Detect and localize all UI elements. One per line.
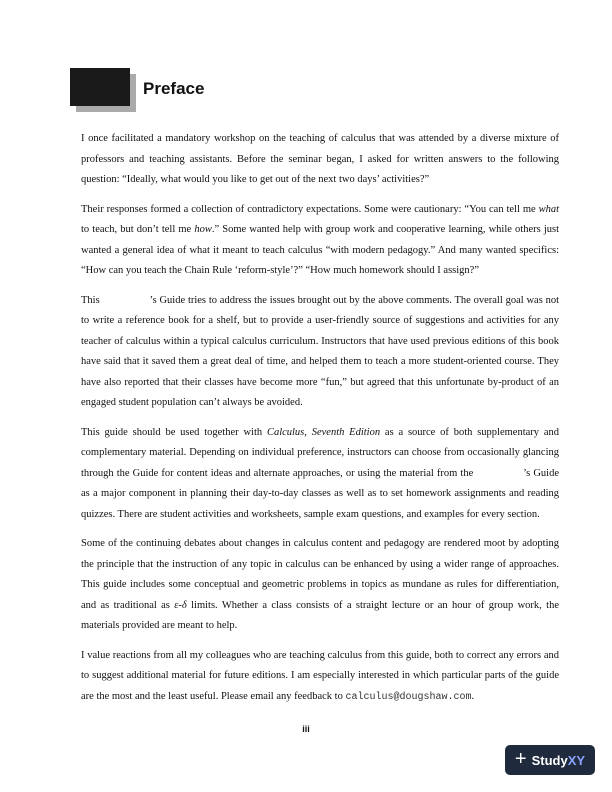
- paragraph-5: [81, 534, 559, 637]
- emphasis-what: what: [538, 203, 559, 215]
- paragraph-2-text-e: .” Some wanted help with group work and cooperative learning, while others just wanted a general idea of what it meant to teach calculus “with modern pedagogy.” And many wanted specifics: “How can you teach the Chain Rule ‘reform-style’?” “How much homework should I assign?”: [81, 224, 559, 276]
- paragraph-4: [81, 423, 559, 526]
- paragraph-2: [81, 200, 559, 282]
- paragraph-6-text-c: .: [471, 690, 475, 702]
- paragraph-5-text-a: Some of the continuing debates about changes in calculus content and pedagogy are rendered moot by adopting the principle that the instruction of any topic in calculus can be enhanced by using a wider range of approaches. This guide includes some conceptual and geometric problems in topics as mundane as rules for differentiation, and as traditional as: [81, 538, 559, 611]
- badge-label-main: Study: [531, 752, 568, 768]
- studyxy-badge[interactable]: [505, 745, 595, 775]
- emphasis-how: how: [194, 224, 212, 235]
- paragraph-4-text-c: as a source of both supplementary and complementary material. Depending on individual preference, instructors can choose from occasionally glancing through the Guide for content ideas and alternate approaches, or using the material from the: [81, 426, 559, 479]
- paragraph-4-text-d: ’s Guide as a major component in planning their day-to-day classes as well as to set homework assignments and reading quizzes. There are student activities and worksheets, sample exam questions, and examples for every section.: [81, 467, 559, 520]
- preface-body: [81, 129, 559, 717]
- paragraph-3-text-b: ’s Guide tries to address the issues brought out by the above comments. The overall goal was not to write a reference book for a shelf, but to provide a user-friendly source of suggestions and activities for any teacher of calculus within a typical calculus curriculum. Instructors that have used previous editions of this book have said that it saved them a great deal of time, and helped them to teach a more student-oriented course. They have also reported that their classes have become more “fun,” but agreed that this unfortunate by-product of an engaged student population can’t always be avoided.: [81, 294, 559, 408]
- badge-label-accent: XY: [567, 752, 586, 768]
- page-number: iii: [302, 724, 310, 734]
- paragraph-6-text-a: I value reactions from all my colleagues who are teaching calculus from this guide, both to correct any errors and to suggest additional material for future editions. I am especially interested in which particular parts of the guide are the most and the least useful. Please email any feedback to: [81, 649, 559, 702]
- paragraph-3: [81, 291, 559, 414]
- paragraph-6: [81, 646, 559, 709]
- badge-label: [532, 753, 585, 768]
- paragraph-3-text-a: This: [81, 294, 100, 306]
- paragraph-5-text-c: limits. Whether a class consists of a straight lecture or an hour of group work, the materials provided are meant to help.: [81, 599, 559, 631]
- epsilon-delta: ε-δ: [174, 599, 187, 611]
- paragraph-4-text-a: This guide should be used together with: [81, 426, 267, 438]
- book-title: Calculus, Seventh Edition: [266, 426, 381, 438]
- paragraph-2-text-a: Their responses formed a collection of contradictory expectations. Some were cautionary: “You can tell me: [81, 203, 539, 215]
- paragraph-1: I once facilitated a mandatory workshop on the teaching of calculus that was attended by a diverse mixture of professors and teaching assistants. Before the seminar began, I asked for written answers to the following question: “Ideally, what would you like to get out of the next two days’ activities?”: [81, 133, 559, 185]
- paragraph-2-text-c: to teach, but don’t tell me: [81, 224, 195, 235]
- feedback-email: calculus@dougshaw.com: [345, 691, 472, 703]
- plus-icon: +: [514, 748, 527, 770]
- heading-box: [70, 68, 130, 106]
- page-title: Preface: [143, 79, 205, 98]
